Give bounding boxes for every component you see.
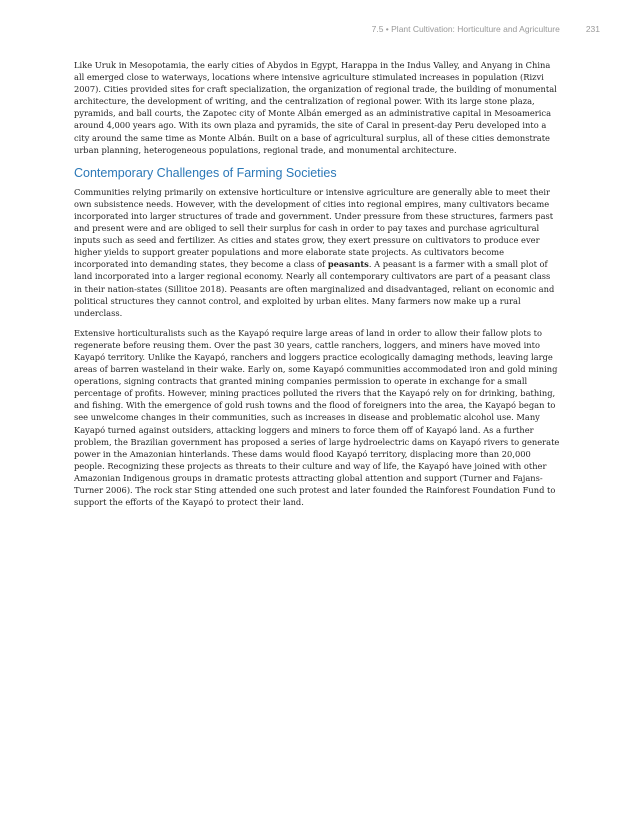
running-header-section-title: 7.5 • Plant Cultivation: Horticulture and Agriculture [371, 24, 560, 34]
paragraph-peasants-text-end: . A peasant is a farmer with a small plot of land incorporated into a larger regional economy. Nearly all contemporary cultivators are part of a peasant class in their nation-states (Sillitoe 2018). Peasants are often marginalized and disadvantaged, reliant on economic and political structures they cannot control, and exploited by urban elites. Many farmers now make up a rural underclass. [74, 259, 555, 318]
key-term-peasants: peasants [327, 259, 369, 270]
running-header [372, 24, 600, 34]
page-number: 231 [585, 24, 600, 34]
paragraph-kayapo: Extensive horticulturalists such as the Kayapó require large areas of land in order to allow their fallow plots to regenerate before reusing them. Over the past 30 years, cattle ranchers, loggers, and miners have moved into Kayapó territory. Unlike the Kayapó, ranchers and loggers practice ecologically damaging methods, leaving large areas of barren wasteland in their wake. Early on, some Kayapó communities accommodated iron and gold mining operations, signing contracts that granted mining companies permission to operate in exchange for a small percentage of profits. However, mining practices polluted the rivers that the Kayapó rely on for drinking, bathing, and fishing. With the emergence of gold rush towns and the flood of foreigners into the area, the Kayapó began to see unwelcome changes in their communities, such as increases in disease and problematic alcohol use. Many Kayapó turned against outsiders, attacking loggers and miners to force them off of Kayapó land. As a further problem, the Brazilian government has proposed a series of large hydroelectric dams on Kayapó rivers to generate power in the Amazonian hinterlands. These dams would flood Kayapó territory, displacing more than 20,000 people. Recognizing these projects as threats to their culture and way of life, the Kayapó have joined with other Amazonian Indigenous groups in dramatic protests attracting global attention and support (Turner and Fajans-Turner 2006). The rock star Sting attended one such protest and later founded the Rainforest Foundation Fund to support the efforts of the Kayapó to protect their land. [74, 327, 560, 508]
page-content [74, 59, 560, 514]
section-heading: Contemporary Challenges of Farming Societies [74, 165, 337, 180]
paragraph-early-cities: Like Uruk in Mesopotamia, the early cities of Abydos in Egypt, Harappa in the Indus Valley, and Anyang in China all emerged close to waterways, locations where intensive agriculture stimulated increases in population (Rizvi 2007). Cities provided sites for craft specialization, the organization of regional trade, the building of monumental architecture, the development of writing, and the centralization of regional power. With its large stone plaza, pyramids, and ball courts, the Zapotec city of Monte Albán emerged as an administrative capital in Mesoamerica around 4,000 years ago. With its own plaza and pyramids, the site of Caral in present-day Peru developed into a city around the same time as Monte Albán. Built on a base of agricultural surplus, all of these cities demonstrate urban planning, heterogeneous populations, regional trade, and monumental architecture. [74, 60, 557, 155]
paragraph-peasants [74, 186, 560, 319]
paragraph-peasants-text-start: Communities relying primarily on extensive horticulture or intensive agriculture are generally able to meet their own subsistence needs. However, with the development of cities into regional empires, many cultivators became incorporated into larger structures of trade and government. Under pressure from these structures, farmers past and present were and are obliged to sell their surplus for cash in order to pay taxes and purchase agricultural inputs such as seed and fertilizer. As cities and states grow, they exert pressure on cultivators to produce ever higher yields to support greater populations and more elaborate state projects. As cultivators become incorporated into demanding states, they become a class of [74, 186, 554, 270]
